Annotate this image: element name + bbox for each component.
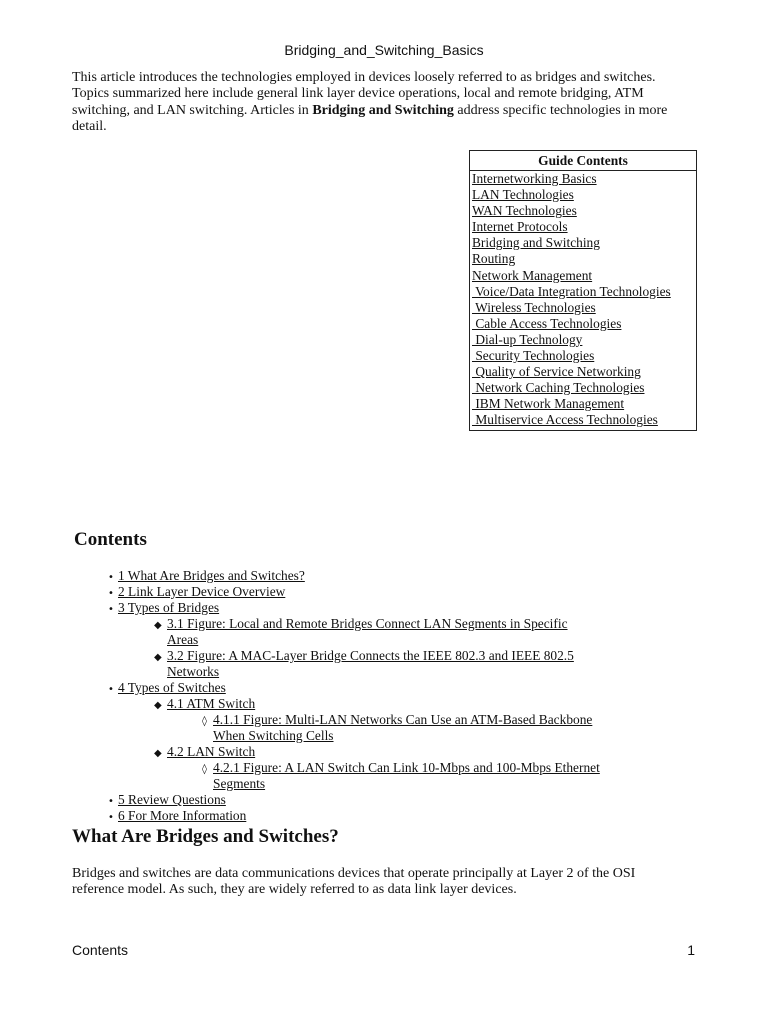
toc-link-4-2[interactable]: 4.2 LAN Switch xyxy=(167,744,256,759)
contents-heading: Contents xyxy=(74,529,147,550)
toc-link-3-2[interactable]: 3.2 Figure: A MAC-Layer Bridge Connects the IEEE 802.3 and IEEE 802.5 Networks xyxy=(167,648,574,679)
diamond-icon: ◆ xyxy=(154,748,162,759)
guide-link-internetworking-basics[interactable]: Internetworking Basics xyxy=(472,171,597,186)
bullet-icon: • xyxy=(108,796,114,807)
section-heading: What Are Bridges and Switches? xyxy=(72,826,339,847)
toc-item xyxy=(202,760,629,792)
guide-link-dial-up-technology[interactable]: Dial-up Technology xyxy=(472,331,583,347)
toc-link-3[interactable]: 3 Types of Bridges xyxy=(118,600,220,615)
guide-link-wan-technologies[interactable]: WAN Technologies xyxy=(472,203,577,219)
toc-item xyxy=(108,600,219,616)
toc-item xyxy=(108,792,226,808)
toc-link-5[interactable]: 5 Review Questions xyxy=(118,792,226,807)
toc-item xyxy=(154,744,255,760)
intro-paragraph xyxy=(72,70,692,135)
guide-link-quality-of-service[interactable]: Quality of Service Networking xyxy=(472,364,641,380)
toc-link-1[interactable]: 1 What Are Bridges and Switches? xyxy=(118,568,305,583)
guide-contents-title: Guide Contents xyxy=(470,151,696,171)
toc-item xyxy=(202,712,625,744)
diamond-icon: ◆ xyxy=(154,620,162,631)
toc-link-3-1[interactable]: 3.1 Figure: Local and Remote Bridges Connect LAN Segments in Specific Areas xyxy=(167,616,568,647)
toc-item xyxy=(154,696,255,712)
guide-link-multiservice-access[interactable]: Multiservice Access Technologies xyxy=(472,412,658,428)
toc-item xyxy=(154,648,605,680)
guide-link-security-technologies[interactable]: Security Technologies xyxy=(472,348,595,364)
guide-link-ibm-network-management[interactable]: IBM Network Management xyxy=(472,396,625,412)
bullet-icon: • xyxy=(108,572,114,583)
toc-link-4-2-1[interactable]: 4.2.1 Figure: A LAN Switch Can Link 10-Mbps and 100-Mbps Ethernet Segments xyxy=(213,760,600,791)
intro-text-before: This article introduces the technologies employed in devices loosely referred to as bridges and switches. Topics summarized here include general link layer device operations, local and remote bridging, ATM switching, and LAN switching. Articles in xyxy=(72,70,656,118)
section-body-paragraph: Bridges and switches are data communications devices that operate principally at Layer 2 of the OSI reference model. As such, they are widely referred to as data link layer devices. xyxy=(72,866,636,898)
footer-section-label: Contents xyxy=(72,942,129,958)
diamond-icon: ◆ xyxy=(154,700,162,711)
lozenge-icon: ◊ xyxy=(202,764,207,775)
bullet-icon: • xyxy=(108,684,114,695)
toc-item xyxy=(154,616,597,648)
bullet-icon: • xyxy=(108,604,114,615)
toc-link-4-1[interactable]: 4.1 ATM Switch xyxy=(167,696,256,711)
intro-bold-link: Bridging and Switching xyxy=(312,102,454,118)
footer-page-number: 1 xyxy=(687,942,695,958)
guide-link-network-caching[interactable]: Network Caching Technologies xyxy=(472,380,645,396)
guide-link-lan-technologies[interactable]: LAN Technologies xyxy=(472,187,574,203)
guide-link-internet-protocols[interactable]: Internet Protocols xyxy=(472,219,568,235)
guide-link-bridging-and-switching[interactable]: Bridging and Switching xyxy=(472,235,600,251)
toc-item xyxy=(108,568,305,584)
lozenge-icon: ◊ xyxy=(202,716,207,727)
guide-link-cable-access-technologies[interactable]: Cable Access Technologies xyxy=(472,315,622,331)
toc-link-4-1-1[interactable]: 4.1.1 Figure: Multi-LAN Networks Can Use an ATM-Based Backbone When Switching Cells xyxy=(213,712,593,743)
guide-link-routing[interactable]: Routing xyxy=(472,251,516,267)
guide-link-voice-data-integration[interactable]: Voice/Data Integration Technologies xyxy=(472,283,671,299)
guide-link-wireless-technologies[interactable]: Wireless Technologies xyxy=(472,299,596,315)
toc-link-2[interactable]: 2 Link Layer Device Overview xyxy=(118,584,286,599)
toc-link-6[interactable]: 6 For More Information xyxy=(118,808,247,823)
guide-contents-list xyxy=(470,171,696,430)
intro-text-after: address specific technologies in more detail. xyxy=(72,102,668,134)
page-header-title: Bridging_and_Switching_Basics xyxy=(284,42,484,58)
bullet-icon: • xyxy=(108,588,114,599)
toc-item xyxy=(108,808,246,824)
toc-item xyxy=(108,680,226,696)
diamond-icon: ◆ xyxy=(154,652,162,663)
bullet-icon: • xyxy=(108,812,114,823)
guide-link-network-management[interactable]: Network Management xyxy=(472,267,593,283)
guide-contents-box xyxy=(469,150,697,431)
toc-link-4[interactable]: 4 Types of Switches xyxy=(118,680,226,695)
toc-item xyxy=(108,584,285,600)
